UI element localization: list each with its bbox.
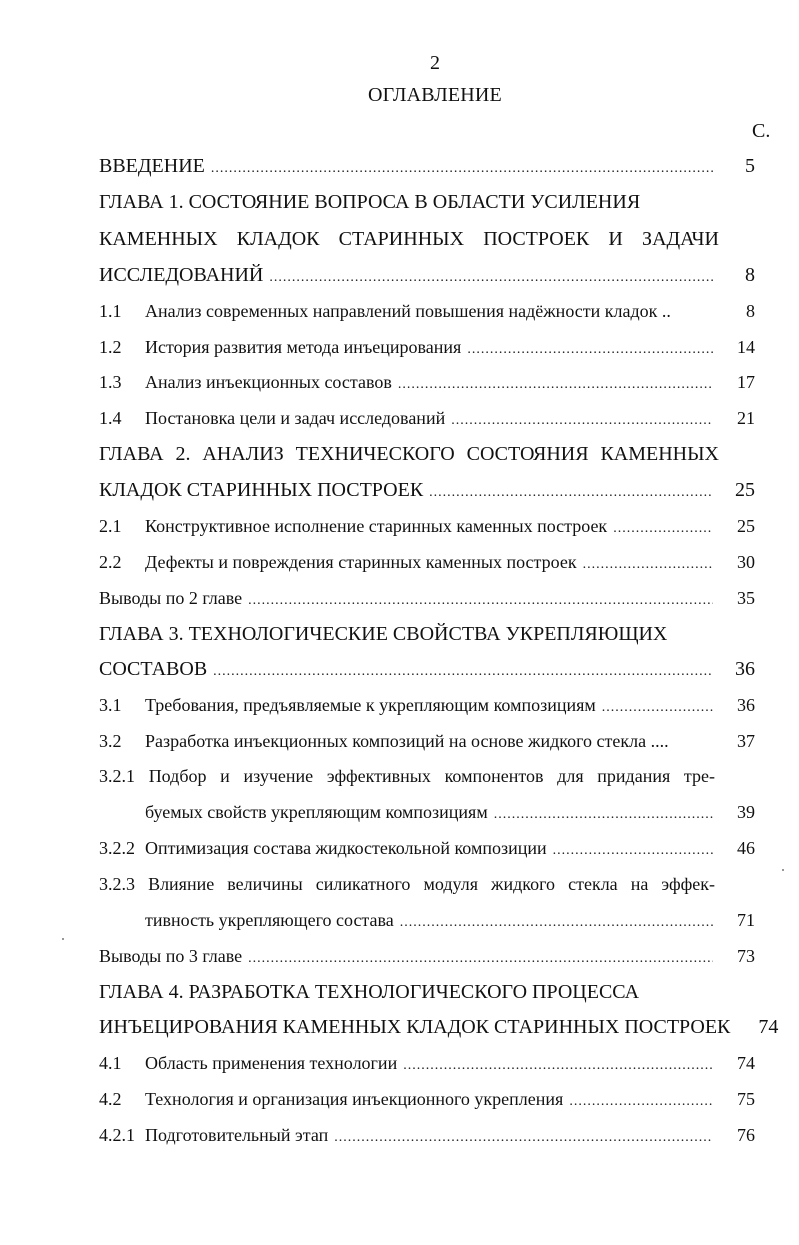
toc-entry-title: Анализ инъекционных составов xyxy=(145,372,392,392)
dot-leader xyxy=(248,946,713,972)
toc-entry-page: 21 xyxy=(737,408,755,428)
toc-entry-title: буемых свойств укрепляющим композициям xyxy=(145,802,488,822)
chapter-1-heading-line-1[interactable]: ГЛАВА 1. СОСТОЯНИЕ ВОПРОСА В ОБЛАСТИ УСИЛЕНИЯ xyxy=(99,191,641,213)
dot-leader xyxy=(211,156,713,182)
toc-entry-3-2-1-line-1[interactable]: 3.2.1 Подбор и изучение эффективных компонентов для придания тре- xyxy=(99,766,715,786)
toc-entry-page: 74 xyxy=(758,1016,779,1038)
toc-entry-4-1[interactable] xyxy=(99,1050,755,1076)
toc-entry-title: Подготовительный этап xyxy=(145,1125,329,1145)
dot-leader xyxy=(403,1053,713,1079)
chapter-3-heading-line-1[interactable]: ГЛАВА 3. ТЕХНОЛОГИЧЕСКИЕ СВОЙСТВА УКРЕПЛЯЮЩИХ xyxy=(99,623,668,645)
toc-entry-page: 25 xyxy=(735,479,755,501)
toc-entry-title: Технология и организация инъекционного укрепления xyxy=(145,1089,564,1109)
chapter-2-heading-line-2: КЛАДОК СТАРИННЫХ ПОСТРОЕК xyxy=(99,479,424,501)
dot-leader xyxy=(269,265,713,291)
toc-entry-title: ВВЕДЕНИЕ xyxy=(99,155,205,177)
scan-speck xyxy=(62,938,64,940)
toc-entry-2-1[interactable] xyxy=(99,513,755,539)
toc-entry-page: 5 xyxy=(745,155,755,177)
dot-leader xyxy=(467,337,713,363)
chapter-2-heading-line-1[interactable]: ГЛАВА 2. АНАЛИЗ ТЕХНИЧЕСКОГО СОСТОЯНИЯ КАМЕННЫХ xyxy=(99,443,719,465)
toc-entry-page: 8 xyxy=(745,264,755,286)
toc-entry-title: Разработка инъекционных композиций на основе жидкого стекла .... xyxy=(145,731,669,751)
page-number: 2 xyxy=(430,52,440,74)
dot-leader xyxy=(613,516,713,542)
dot-leader xyxy=(334,1125,713,1151)
toc-entry-page: 35 xyxy=(737,588,755,608)
toc-entry-1-1[interactable] xyxy=(99,298,755,324)
page-title: ОГЛАВЛЕНИЕ xyxy=(368,84,502,106)
toc-entry-3-2-1[interactable] xyxy=(145,799,755,825)
section-number: 4.1 xyxy=(99,1053,122,1073)
toc-entry-2-2[interactable] xyxy=(99,549,755,575)
toc-entry-page: 8 xyxy=(746,301,755,321)
toc-entry-4-2[interactable] xyxy=(99,1086,755,1112)
toc-entry-chapter-3[interactable] xyxy=(99,656,755,682)
toc-entry-page: 36 xyxy=(735,658,755,680)
toc-entry-title: Оптимизация состава жидкостекольной композиции xyxy=(145,838,547,858)
toc-entry-conclusions-2[interactable] xyxy=(99,585,755,611)
chapter-4-heading-line-1[interactable]: ГЛАВА 4. РАЗРАБОТКА ТЕХНОЛОГИЧЕСКОГО ПРОЦЕССА xyxy=(99,981,640,1003)
chapter-4-heading-line-2: ИНЪЕЦИРОВАНИЯ КАМЕННЫХ КЛАДОК СТАРИННЫХ ПОСТРОЕК xyxy=(99,1016,731,1038)
toc-entry-title: Требования, предъявляемые к укрепляющим композициям xyxy=(145,695,596,715)
toc-entry-title: Дефекты и повреждения старинных каменных построек xyxy=(145,552,577,572)
toc-entry-title: Выводы по 2 главе xyxy=(99,588,243,608)
dot-leader xyxy=(429,480,713,506)
section-number: 3.2 xyxy=(99,731,122,751)
section-number: 1.3 xyxy=(99,372,122,392)
toc-entry-page: 17 xyxy=(737,372,755,392)
scan-speck xyxy=(782,869,784,871)
dot-leader xyxy=(602,695,713,721)
section-number: 3.1 xyxy=(99,695,122,715)
section-number: 2.2 xyxy=(99,552,122,572)
section-number: 1.4 xyxy=(99,408,122,428)
toc-entry-title: тивность укрепляющего состава xyxy=(145,910,394,930)
toc-entry-page: 25 xyxy=(737,516,755,536)
toc-entry-conclusions-3[interactable] xyxy=(99,943,755,969)
section-number: 1.2 xyxy=(99,337,122,357)
toc-entry-page: 14 xyxy=(737,337,755,357)
section-number: 1.1 xyxy=(99,301,122,321)
section-number: 3.2.2 xyxy=(99,838,135,858)
toc-entry-1-3[interactable] xyxy=(99,369,755,395)
chapter-1-heading-line-2[interactable]: КАМЕННЫХ КЛАДОК СТАРИННЫХ ПОСТРОЕК И ЗАДАЧИ xyxy=(99,228,719,250)
toc-entry-page: 39 xyxy=(737,802,755,822)
toc-entry-title: Анализ современных направлений повышения надёжности кладок .. xyxy=(145,301,671,321)
toc-entry-chapter-4[interactable] xyxy=(99,1014,779,1040)
toc-entry-3-1[interactable] xyxy=(99,692,755,718)
dot-leader xyxy=(213,659,713,685)
dot-leader xyxy=(398,372,713,398)
toc-entry-page: 75 xyxy=(737,1089,755,1109)
dot-leader xyxy=(494,802,713,828)
toc-entry-intro[interactable] xyxy=(99,153,755,179)
toc-entry-page: 37 xyxy=(737,731,755,751)
section-number: 4.2.1 xyxy=(99,1125,135,1145)
dot-leader xyxy=(248,588,713,614)
toc-entry-3-2-3[interactable] xyxy=(145,907,755,933)
page-column-label: С. xyxy=(752,120,771,142)
toc-entry-page: 30 xyxy=(737,552,755,572)
toc-entry-3-2[interactable] xyxy=(99,728,755,754)
dot-leader xyxy=(583,552,713,578)
toc-entry-3-2-3-line-1[interactable]: 3.2.3 Влияние величины силикатного модуля жидкого стекла на эффек- xyxy=(99,874,715,894)
toc-entry-title: Конструктивное исполнение старинных каменных построек xyxy=(145,516,608,536)
dot-leader xyxy=(400,910,713,936)
toc-entry-title: История развития метода инъецирования xyxy=(145,337,462,357)
toc-entry-page: 71 xyxy=(737,910,755,930)
toc-entry-4-2-1[interactable] xyxy=(99,1122,755,1148)
toc-entry-title: Постановка цели и задач исследований xyxy=(145,408,446,428)
toc-entry-1-2[interactable] xyxy=(99,334,755,360)
toc-entry-3-2-2[interactable] xyxy=(99,835,755,861)
toc-entry-page: 73 xyxy=(737,946,755,966)
toc-entry-chapter-2[interactable] xyxy=(99,477,755,503)
section-number: 2.1 xyxy=(99,516,122,536)
toc-entry-chapter-1[interactable] xyxy=(99,262,755,288)
toc-entry-title: Выводы по 3 главе xyxy=(99,946,243,966)
section-number: 4.2 xyxy=(99,1089,122,1109)
chapter-1-heading-line-3: ИССЛЕДОВАНИЙ xyxy=(99,264,264,286)
toc-entry-page: 74 xyxy=(737,1053,755,1073)
dot-leader xyxy=(451,408,713,434)
toc-entry-page: 46 xyxy=(737,838,755,858)
dot-leader xyxy=(553,838,713,864)
toc-entry-1-4[interactable] xyxy=(99,405,755,431)
chapter-3-heading-line-2: СОСТАВОВ xyxy=(99,658,208,680)
toc-entry-title: Область применения технологии xyxy=(145,1053,398,1073)
dot-leader xyxy=(569,1089,713,1115)
toc-entry-page: 36 xyxy=(737,695,755,715)
toc-entry-page: 76 xyxy=(737,1125,755,1145)
